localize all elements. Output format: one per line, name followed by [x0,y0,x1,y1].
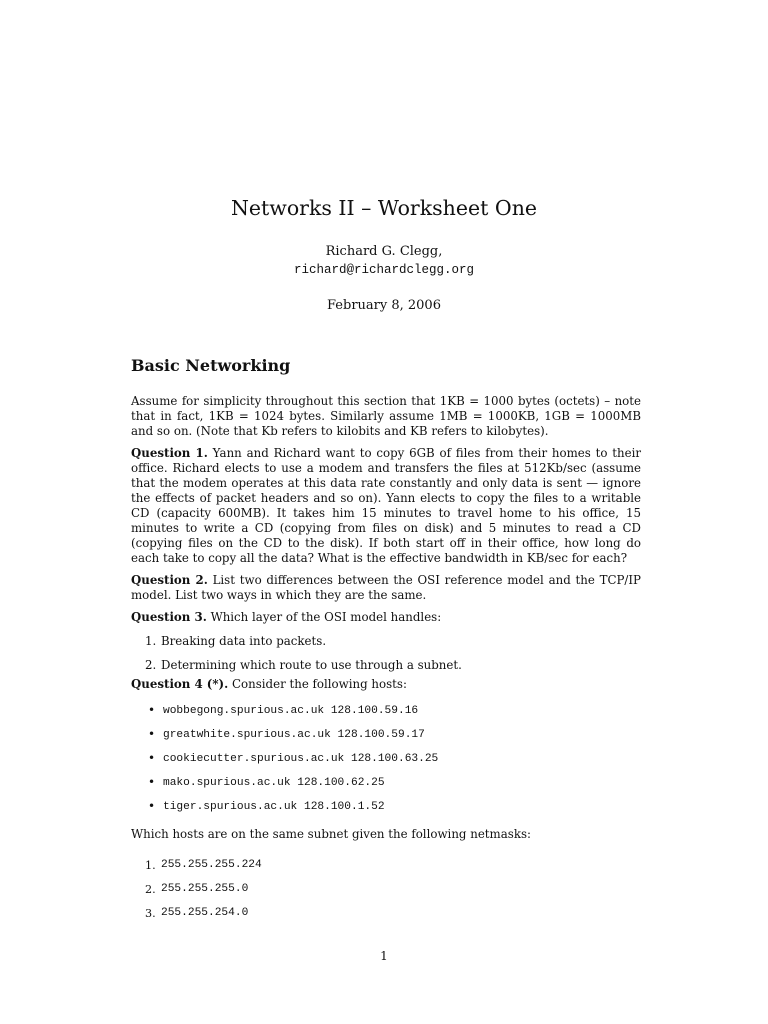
list-item: • wobbegong.spurious.ac.uk 128.100.59.16 [148,703,419,717]
author-name: Richard G. Clegg, [325,244,443,259]
question-text: Which layer of the OSI model handles: [210,610,442,624]
host-list [131,704,641,815]
list-item: • tiger.spurious.ac.uk 128.100.1.52 [148,799,385,813]
list-item: • mako.spurious.ac.uk 128.100.62.25 [148,775,385,789]
question-label: Question 1. [131,446,208,460]
question-text: Consider the following hosts: [232,677,407,691]
question-label: Question 4 (*). [131,677,229,691]
document-date: February 8, 2006 [327,298,441,313]
question-4 [131,677,641,692]
question-label: Question 3. [131,610,207,624]
list-item: 2. Determining which route to use through a subnet. [145,658,462,672]
page-number: 1 [380,949,388,963]
list-item: • greatwhite.spurious.ac.uk 128.100.59.17 [148,727,425,741]
netmask-list [131,858,641,921]
list-item: 1. 255.255.255.224 [145,859,262,872]
bullet-icon: • [148,799,156,813]
document-title: Networks II – Worksheet One [230,196,538,220]
question-label: Question 2. [131,573,208,587]
document-body [131,394,641,930]
list-item: 1. Breaking data into packets. [145,634,327,648]
question-3 [131,610,641,625]
question-text: Yann and Richard want to copy 6GB of files from their homes to their office. Richard elects to use a modem and transfers the files at 512Kb/sec (assume that the modem operates at this data rate constantly and only data is sent — ignore the effects of packet headers and so on). Yann elects to copy the files to a writable CD (capacity 600MB). It takes him 15 minutes to travel home to his office, 15 minutes to write a CD (copying from files on disk) and 5 minutes to read a CD (copying files on the CD to the disk). If both start off in their office, how long do each take to copy all the data? What is the effective bandwidth in KB/sec for each? [131,446,641,565]
bullet-icon: • [148,727,156,741]
author-email: richard@richardclegg.org [293,263,475,277]
question-text: List two differences between the OSI reference model and the TCP/IP model. List two ways in which they are the same. [131,573,641,602]
list-item: 3. 255.255.254.0 [145,907,249,920]
list-item: • cookiecutter.spurious.ac.uk 128.100.63.25 [148,751,439,765]
netmask-prompt: Which hosts are on the same subnet given the following netmasks: [131,827,531,841]
bullet-icon: • [148,775,156,789]
question-1 [131,446,641,566]
bullet-icon: • [148,703,156,717]
bullet-icon: • [148,751,156,765]
question-2 [131,573,641,603]
question-3-list [131,634,641,673]
section-heading: Basic Networking [131,356,291,375]
list-item: 2. 255.255.255.0 [145,883,249,896]
intro-paragraph: Assume for simplicity throughout this section that 1KB = 1000 bytes (octets) – note that in fact, 1KB = 1024 bytes. Similarly assume 1MB = 1000KB, 1GB = 1000MB and so on. (Note that Kb refers to kilobits and KB refers to kilobytes). [131,394,641,438]
